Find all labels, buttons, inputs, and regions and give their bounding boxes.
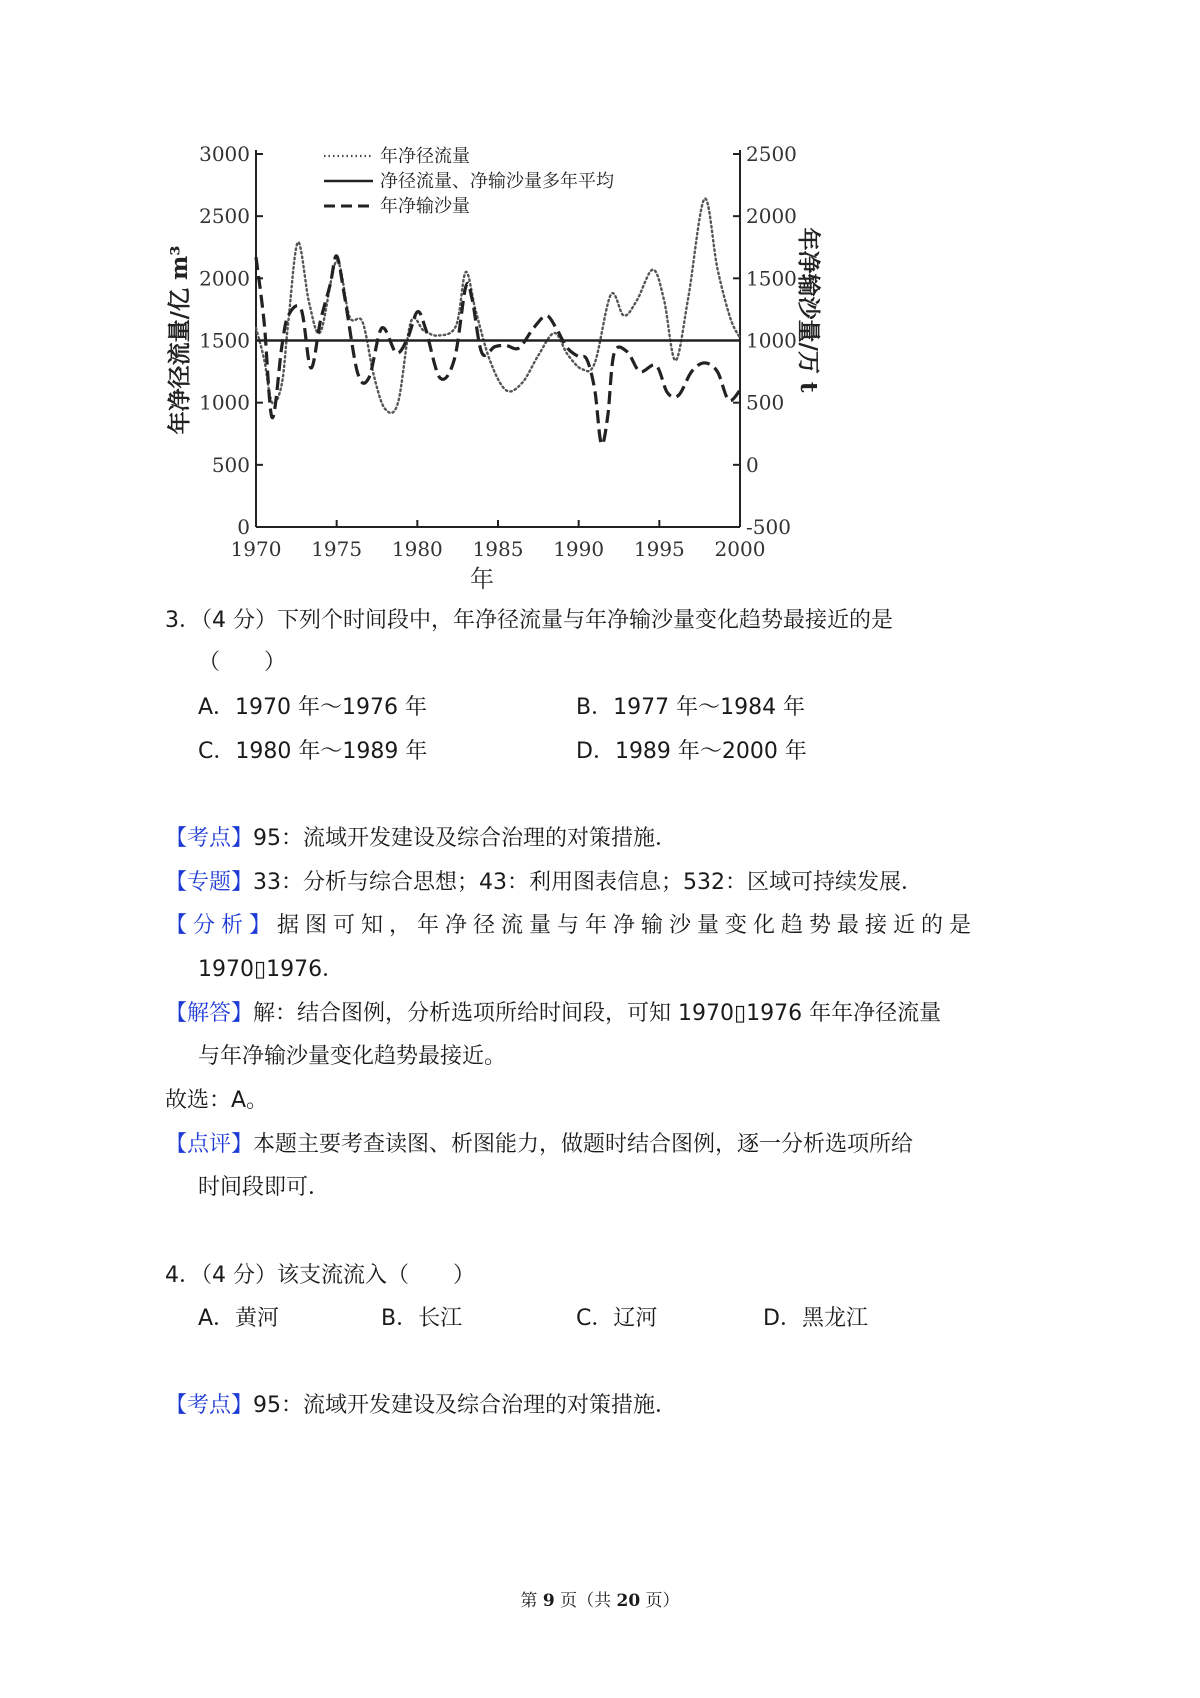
legend	[324, 145, 614, 217]
y-left-tick-label: 1500	[199, 328, 250, 353]
question-3-stem: 3．（4 分）下列个时间段中，年净径流量与年净输沙量变化趋势最接近的是	[165, 608, 893, 633]
question-4-stem: 4．（4 分）该支流流入（ ）	[165, 1263, 475, 1288]
kaodian-tag: 【考点】	[165, 826, 254, 851]
y-right-axis-label: 年净输沙量/万 t	[795, 227, 822, 393]
series-sediment-line	[256, 256, 740, 445]
y-left-tick-label: 1000	[199, 390, 250, 415]
fenxi-tag: 【分析】	[165, 913, 278, 938]
page-footer	[0, 1586, 1200, 1611]
zhuanti-tag: 【专题】	[165, 870, 254, 895]
kaodian-row	[165, 824, 677, 854]
option-4d: D．黑龙江	[763, 1306, 868, 1331]
left-axis-ticks	[199, 142, 263, 539]
footer-page-number: 9	[542, 1591, 555, 1611]
y-right-tick-label: 1500	[746, 266, 797, 291]
kaodian-row-q4	[165, 1391, 677, 1421]
zhuanti-row	[165, 868, 923, 898]
x-tick-label: 1980	[391, 537, 443, 561]
y-left-tick-label: 500	[211, 452, 250, 477]
y-left-axis-label: 年净径流量/亿 m³	[166, 245, 193, 435]
kaodian-tag-q4: 【考点】	[165, 1393, 254, 1418]
kaodian-text-q4: 95：流域开发建设及综合治理的对策措施．	[253, 1393, 678, 1418]
dianping-row	[165, 1130, 913, 1160]
kaodian-text: 95：流域开发建设及综合治理的对策措施．	[253, 826, 678, 851]
y-right-tick-label: 1000	[746, 328, 797, 353]
y-left-tick-label: 2500	[199, 204, 250, 229]
dianping-continuation: 时间段即可．	[198, 1175, 331, 1200]
y-right-tick-label: -500	[746, 515, 791, 539]
footer-total-pages: 20	[616, 1591, 641, 1611]
fenxi-continuation: 1970▯1976．	[198, 957, 345, 982]
option-4c: C．辽河	[576, 1306, 658, 1331]
x-tick-label: 1975	[311, 537, 363, 561]
jieda-text: 解：结合图例，分析选项所给时间段，可知 1970▯1976 年年净径流量	[253, 1001, 942, 1026]
y-right-tick-label: 2500	[746, 142, 797, 166]
option-3a: A．1970 年～1976 年	[198, 695, 428, 720]
option-3d: D．1989 年～2000 年	[576, 739, 807, 764]
y-left-tick-label: 2000	[199, 266, 250, 291]
option-4b: B．长江	[381, 1306, 463, 1331]
option-4a: A．黄河	[198, 1306, 280, 1331]
fenxi-row	[165, 911, 977, 941]
footer-prefix: 第	[520, 1591, 543, 1611]
jieda-continuation: 与年净输沙量变化趋势最接近。	[198, 1044, 507, 1069]
y-right-tick-label: 500	[746, 390, 785, 415]
legend-label-average: 净径流量、净输沙量多年平均	[380, 171, 614, 192]
x-tick-label: 1990	[553, 537, 605, 561]
y-right-tick-label: 0	[746, 452, 759, 477]
x-tick-label: 1985	[472, 537, 524, 561]
series-layer	[256, 199, 740, 445]
x-tick-label: 1995	[633, 537, 685, 561]
footer-suffix: 页）	[640, 1591, 680, 1611]
jieda-tag: 【解答】	[165, 1001, 254, 1026]
y-right-tick-label: 2000	[746, 204, 797, 229]
runoff-sediment-chart	[160, 140, 822, 600]
series-runoff-line	[256, 199, 740, 413]
legend-label-runoff: 年净径流量	[380, 146, 470, 167]
y-left-tick-label: 3000	[199, 142, 250, 166]
option-3c: C．1980 年～1989 年	[198, 739, 428, 764]
dianping-text: 本题主要考查读图、析图能力，做题时结合图例，逐一分析选项所给	[253, 1132, 914, 1157]
x-tick-label: 1970	[230, 537, 282, 561]
answer-choice: 故选：A。	[165, 1088, 269, 1113]
dianping-tag: 【点评】	[165, 1132, 254, 1157]
fenxi-text: 据图可知，年净径流量与年净输沙量变化趋势最接近的是	[277, 913, 978, 938]
legend-label-sediment: 年净输沙量	[380, 196, 470, 217]
zhuanti-text: 33：分析与综合思想；43：利用图表信息；532：区域可持续发展．	[253, 870, 923, 895]
footer-mid: 页（共	[554, 1591, 617, 1611]
y-left-tick-label: 0	[237, 515, 250, 539]
option-3b: B．1977 年～1984 年	[576, 695, 806, 720]
right-axis-ticks	[733, 142, 797, 539]
jieda-row	[165, 999, 941, 1029]
x-axis-label: 年	[470, 565, 494, 593]
x-tick-label: 2000	[714, 537, 766, 561]
question-3-paren: （ ）	[198, 650, 287, 675]
